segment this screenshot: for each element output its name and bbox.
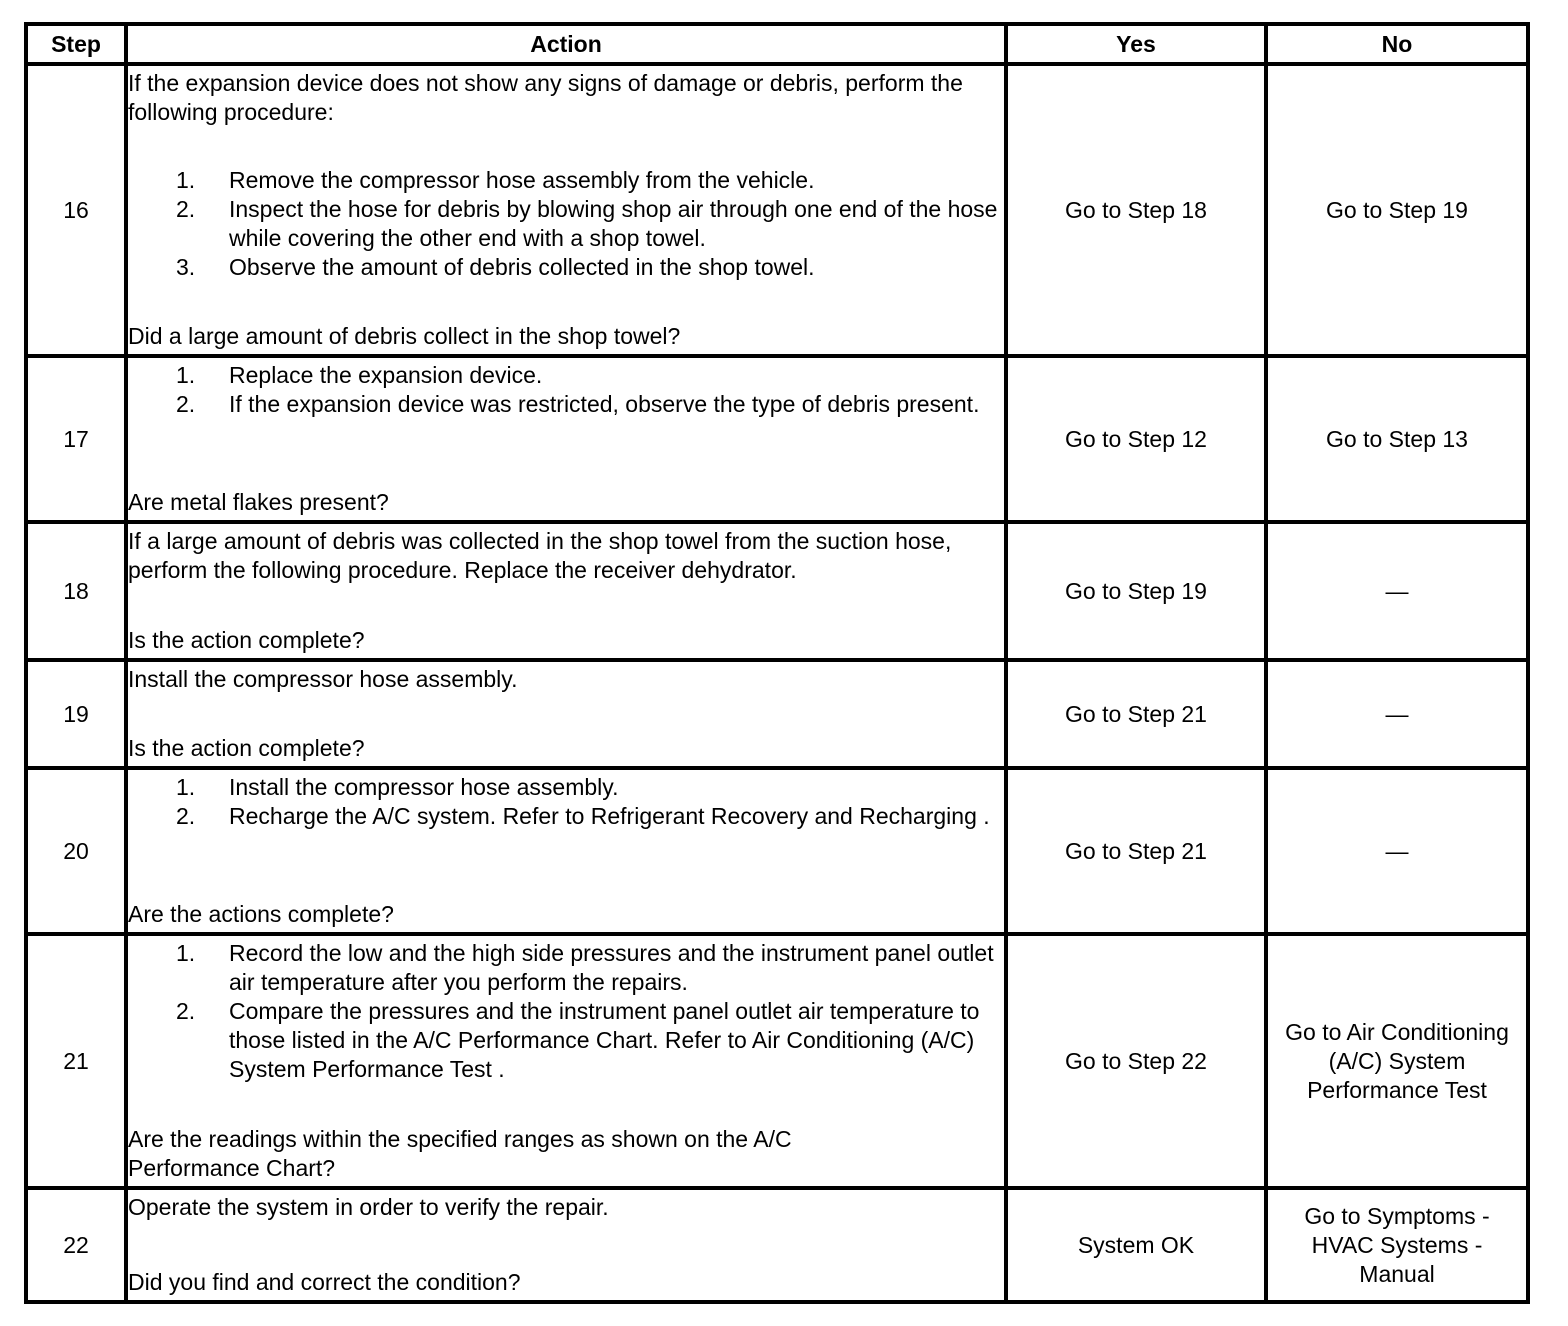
list-item: 1. Record the low and the high side pressures and the instrument panel outlet air temperature after you perform the repairs. bbox=[176, 940, 994, 995]
table-row bbox=[26, 660, 1528, 768]
no-result: Go to Symptoms - HVAC Systems - Manual bbox=[1266, 1188, 1528, 1302]
step-number: 22 bbox=[26, 1188, 126, 1302]
yes-result: Go to Step 12 bbox=[1006, 356, 1266, 522]
yes-result: Go to Step 21 bbox=[1006, 768, 1266, 934]
yes-result: Go to Step 19 bbox=[1006, 522, 1266, 660]
table-row bbox=[26, 64, 1528, 356]
action-question: Did a large amount of debris collect in the shop towel? bbox=[128, 323, 681, 349]
no-result: — bbox=[1266, 660, 1528, 768]
action-cell bbox=[126, 660, 1006, 768]
yes-result: System OK bbox=[1006, 1188, 1266, 1302]
table-row bbox=[26, 1188, 1528, 1302]
procedure-list bbox=[128, 773, 1004, 831]
action-question: Are metal flakes present? bbox=[128, 489, 389, 515]
list-item: 1. Replace the expansion device. bbox=[176, 362, 543, 388]
header-no: No bbox=[1266, 24, 1528, 64]
procedure-list bbox=[128, 939, 1004, 1084]
list-item: 2. Inspect the hose for debris by blowing shop air through one end of the hose while covering the other end with a shop towel. bbox=[176, 196, 998, 251]
action-question: Are the actions complete? bbox=[128, 901, 394, 927]
action-cell bbox=[126, 1188, 1006, 1302]
table-row bbox=[26, 768, 1528, 934]
no-result: Go to Air Conditioning (A/C) System Performance Test bbox=[1266, 934, 1528, 1188]
list-item: 2. Recharge the A/C system. Refer to Refrigerant Recovery and Recharging . bbox=[176, 803, 990, 829]
list-item: 2. If the expansion device was restricted, observe the type of debris present. bbox=[176, 391, 980, 417]
step-number: 21 bbox=[26, 934, 126, 1188]
header-yes: Yes bbox=[1006, 24, 1266, 64]
action-cell bbox=[126, 768, 1006, 934]
action-intro: If a large amount of debris was collected in the shop towel from the suction hose, perform the following procedure. Replace the receiver dehydrator. bbox=[128, 528, 952, 583]
action-cell bbox=[126, 522, 1006, 660]
diagnostic-table bbox=[24, 22, 1530, 1304]
no-result: — bbox=[1266, 768, 1528, 934]
yes-result: Go to Step 22 bbox=[1006, 934, 1266, 1188]
step-number: 18 bbox=[26, 522, 126, 660]
action-question: Is the action complete? bbox=[128, 735, 365, 761]
procedure-list bbox=[128, 361, 1004, 419]
action-intro: Install the compressor hose assembly. bbox=[128, 666, 518, 692]
no-result: — bbox=[1266, 522, 1528, 660]
header-row bbox=[26, 24, 1528, 64]
header-action: Action bbox=[126, 24, 1006, 64]
action-question: Is the action complete? bbox=[128, 627, 365, 653]
action-cell bbox=[126, 356, 1006, 522]
step-number: 20 bbox=[26, 768, 126, 934]
list-item: 2. Compare the pressures and the instrument panel outlet air temperature to those listed in the A/C Performance Chart. Refer to Air Conditioning (A/C) System Performance Test . bbox=[176, 998, 980, 1082]
yes-result: Go to Step 21 bbox=[1006, 660, 1266, 768]
step-number: 19 bbox=[26, 660, 126, 768]
header-step: Step bbox=[26, 24, 126, 64]
action-question: Did you find and correct the condition? bbox=[128, 1269, 521, 1295]
no-result: Go to Step 13 bbox=[1266, 356, 1528, 522]
action-intro: If the expansion device does not show any signs of damage or debris, perform the following procedure: bbox=[128, 70, 963, 125]
action-question: Are the readings within the specified ranges as shown on the A/C Performance Chart? bbox=[128, 1126, 792, 1181]
list-item: 1. Remove the compressor hose assembly from the vehicle. bbox=[176, 167, 815, 193]
action-cell bbox=[126, 64, 1006, 356]
yes-result: Go to Step 18 bbox=[1006, 64, 1266, 356]
table-row bbox=[26, 356, 1528, 522]
no-result: Go to Step 19 bbox=[1266, 64, 1528, 356]
list-item: 1. Install the compressor hose assembly. bbox=[176, 774, 619, 800]
action-cell bbox=[126, 934, 1006, 1188]
step-number: 16 bbox=[26, 64, 126, 356]
step-number: 17 bbox=[26, 356, 126, 522]
action-intro: Operate the system in order to verify the repair. bbox=[128, 1194, 609, 1220]
table-row bbox=[26, 522, 1528, 660]
table-row bbox=[26, 934, 1528, 1188]
procedure-list bbox=[128, 166, 1004, 282]
list-item: 3. Observe the amount of debris collected in the shop towel. bbox=[176, 254, 815, 280]
